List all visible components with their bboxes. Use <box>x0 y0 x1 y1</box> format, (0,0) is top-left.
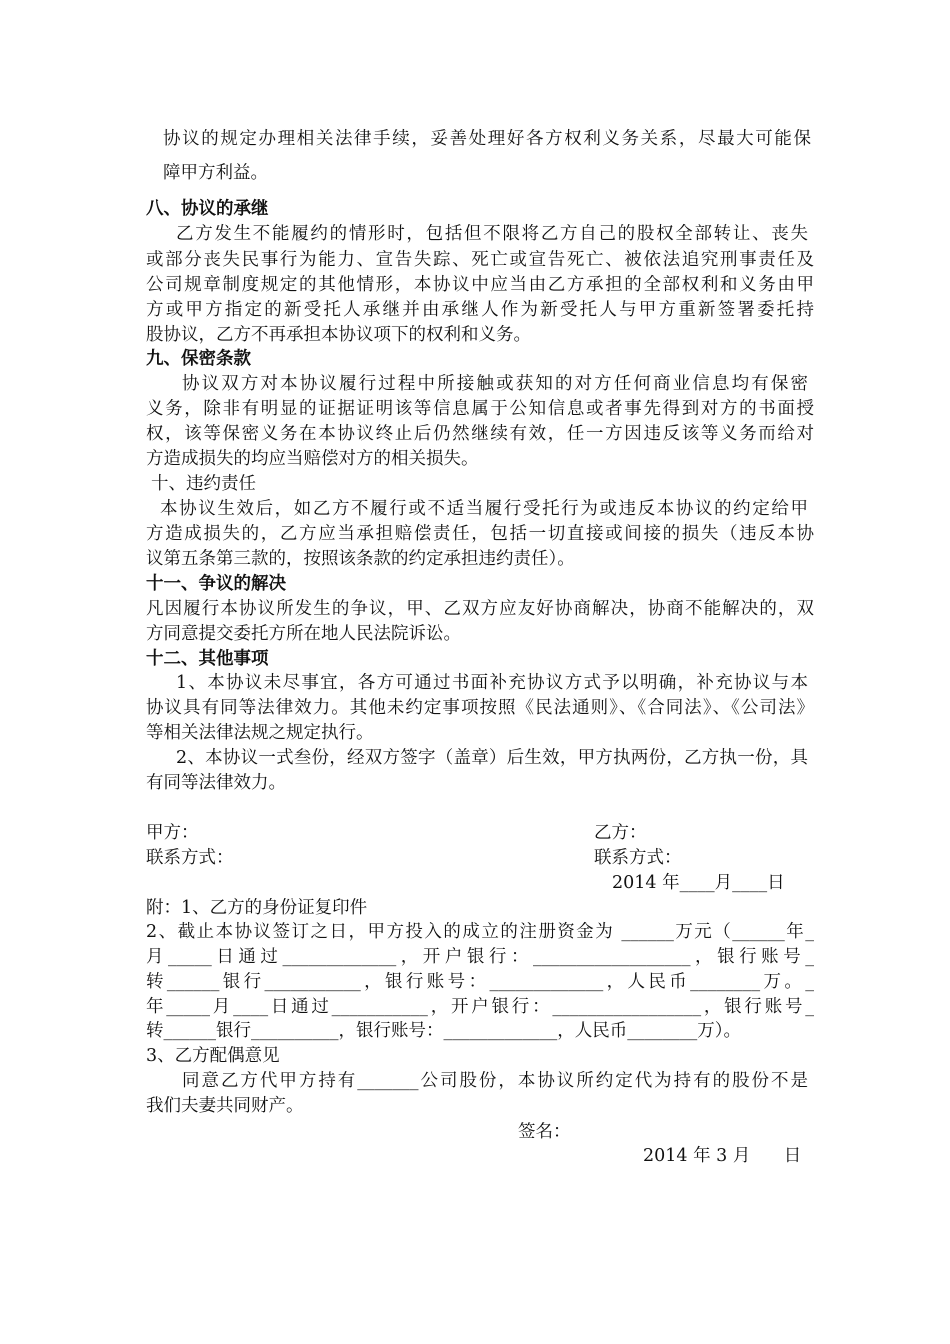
paragraph-line: 方同意提交委托方所在地人民法院诉讼。 <box>146 624 461 644</box>
paragraph-line: 协议双方对本协议履行过程中所接触或获知的对方任何商业信息均有保密 <box>182 374 808 394</box>
section-heading-12: 十二、其他事项 <box>146 649 269 669</box>
paragraph-line: 议第五条第三款的，按照该条款的约定承担违约责任）。 <box>146 549 575 569</box>
paragraph-line: 凡因履行本协议所发生的争议，甲、乙双方应友好协商解决，协商不能解决的，双 <box>146 599 814 619</box>
appendix-line: 同意乙方代甲方持有_______公司股份，本协议所约定代为持有的股份不是 <box>182 1071 808 1091</box>
party-a-contact: 联系方式： <box>146 848 234 868</box>
appendix-line: 3、乙方配偶意见 <box>146 1046 280 1066</box>
paragraph-line: 公司规章制度规定的其他情形，本协议中应当由乙方承担的全部权利和义务由甲 <box>146 275 814 295</box>
paragraph-line: 方造成损失的，乙方应当承担赔偿责任，包括一切直接或间接的损失（违反本协 <box>146 524 814 544</box>
sign-date: 2014 年____月____日 <box>612 873 785 893</box>
signature-date: 2014 年 3 月 日 <box>643 1146 802 1166</box>
section-heading-11: 十一、争议的解决 <box>146 574 286 594</box>
paragraph-line: 权，该等保密义务在本协议终止后仍然继续有效，任一方因违反该等义务而给对 <box>146 424 814 444</box>
paragraph-line: 义务，除非有明显的证据证明该等信息属于公知信息或者事先得到对方的书面授 <box>146 399 814 419</box>
paragraph-line: 障甲方利益。 <box>163 163 268 183</box>
signature-label: 签名： <box>518 1122 571 1142</box>
appendix-line: 转______银行___________，银行账号：_____________，人民币________万。_ <box>146 972 814 992</box>
appendix-line: 年_____月____日通过___________，开户银行：_________________，银行账号_ <box>146 997 814 1017</box>
party-b-contact: 联系方式： <box>594 848 682 868</box>
section-heading-10: 十、违约责任 <box>151 474 256 494</box>
paragraph-line: 方造成损失的均应当赔偿对方的相关损失。 <box>146 449 479 469</box>
appendix-line: 我们夫妻共同财产。 <box>146 1096 304 1116</box>
paragraph-line: 方或甲方指定的新受托人承继并由承继人作为新受托人与甲方重新签署委托持 <box>146 300 814 320</box>
paragraph-line: 有同等法律效力。 <box>146 773 286 793</box>
paragraph-line: 乙方发生不能履约的情形时，包括但不限将乙方自己的股权全部转让、丧失 <box>176 224 808 244</box>
party-a-label: 甲方： <box>146 823 199 843</box>
paragraph-line: 2、本协议一式叁份，经双方签字（盖章）后生效，甲方执两份，乙方执一份，具 <box>176 748 808 768</box>
appendix-line: 转______银行__________，银行账号：_____________，人民币________万）。 <box>146 1021 741 1041</box>
paragraph-line: 等相关法律法规之规定执行。 <box>146 723 374 743</box>
paragraph-line: 股协议，乙方不再承担本协议项下的权利和义务。 <box>146 325 531 345</box>
paragraph-line: 协议具有同等法律效力。其他未约定事项按照《民法通则》、《合同法》、《公司法》 <box>146 698 814 718</box>
appendix-line: 附：1、乙方的身份证复印件 <box>146 898 368 918</box>
paragraph-line: 1、本协议未尽事宜，各方可通过书面补充协议方式予以明确，补充协议与本 <box>176 673 808 693</box>
paragraph-line: 或部分丧失民事行为能力、宣告失踪、死亡或宣告死亡、被依法追究刑事责任及 <box>146 250 814 270</box>
paragraph-line: 本协议生效后，如乙方不履行或不适当履行受托行为或违反本协议的约定给甲 <box>160 499 808 519</box>
paragraph-line: 协议的规定办理相关法律手续，妥善处理好各方权利义务关系，尽最大可能保 <box>163 129 811 149</box>
party-b-label: 乙方： <box>594 823 647 843</box>
appendix-line: 2、截止本协议签订之日，甲方投入的成立的注册资金为 ______万元（______年_ <box>146 922 814 942</box>
appendix-line: 月_____日通过_____________，开户银行：__________________，银行账号_ <box>146 947 814 967</box>
section-heading-9: 九、保密条款 <box>146 349 251 369</box>
section-heading-8: 八、协议的承继 <box>146 199 269 219</box>
